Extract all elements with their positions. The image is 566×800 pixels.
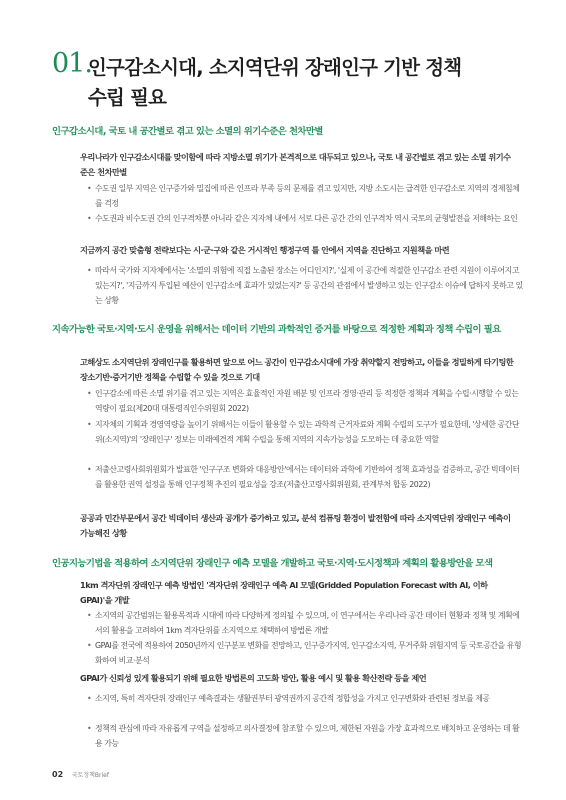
bullet-item: • 소지역, 특히 격자단위 장래인구 예측결과는 생활권부터 광역권까지 공간적 정합성을 가지고 인구변화와 관련된 정보를 제공 (87, 691, 523, 706)
section-heading-1: 인구감소시대, 국토 내 공간별로 겪고 있는 소멸의 위기수준은 천차만별 (52, 126, 323, 137)
title-line-1: 인구감소시대, 소지역단위 장래인구 기반 정책 (88, 56, 462, 79)
section-heading-3: 인공지능기법을 적용하여 소지역단위 장래인구 예측 모델을 개발하고 국토·지역·도시정책과 계획의 활용방안을 모색 (52, 558, 493, 569)
bullet-item: • 소지역의 공간범위는 활용목적과 시대에 따라 다양하게 정의될 수 있으며, 이 연구에서는 우리나라 공간 데이터 현황과 정책 및 계획에서의 활용을 고려하여 1km 격자단위를 소지역으로 채택하여 방법론 개발 (87, 608, 523, 638)
bullet-item: • 수도권 일부 지역은 인구증가와 밀집에 따른 인프라 부족 등의 문제를 겪고 있지만, 지방 소도시는 급격한 인구감소로 지역의 경제침체를 걱정 (87, 181, 523, 211)
bullet-item: • GPAI를 전국에 적용하여 2050년까지 인구분포 변화를 전망하고, 인구증가지역, 인구감소지역, 무거주화 위험지역 등 국토공간을 유형화하여 비교·분석 (87, 638, 523, 668)
bullet-item: • 지자체의 기획과 경영역량을 높이기 위해서는 이들이 활용할 수 있는 과학적 근거자료와 계획 수립의 도구가 필요한데, '상세한 공간단위(소지역)'의 '장래인구' 정보는 미래예견적 계획 수립을 통해 지역의 지속가능성을 도모하는 데 중요한 역할 (87, 417, 523, 447)
title-line-2: 수립 필요 (88, 86, 167, 109)
bullet-item: • 수도권과 비수도권 간의 인구격차뿐 아니라 같은 지자체 내에서 서로 다른 공간 간의 인구격차 역시 국토의 균형발전을 저해하는 요인 (87, 211, 523, 226)
lead-paragraph: 공공과 민간부문에서 공간 빅데이터 생산과 공개가 증가하고 있고, 분석 컴퓨팅 환경이 발전함에 따라 소지역단위 장래인구 예측이 가능해진 상황 (80, 513, 511, 538)
lead-paragraph: 고해상도 소지역단위 장래인구를 활용하면 앞으로 어느 공간이 인구감소시대에 가장 취약할지 전망하고, 이들을 정밀하게 타기팅한 장소기반·증거기반 정책을 수립할 수 있을 것으로 기대 (80, 357, 514, 382)
lead-paragraph: 우리나라가 인구감소시대를 맞이함에 따라 지방소멸 위기가 본격적으로 대두되고 있으나, 국토 내 공간별로 겪고 있는 소멸 위기수준은 천차만별 (80, 152, 511, 177)
page-footer (52, 770, 109, 779)
section-number: 01. (52, 48, 92, 79)
bullet-item: • 따라서 국가와 지자체에서는 '소멸의 위험에 직접 노출된 장소는 어디인지?', '실제 이 공간에 적절한 인구감소 관련 지원이 이루어지고 있는지?', '지금까지 투입된 예산이 인구감소에 효과가 있었는지?' 등 공간의 관점에서 발생하고 있는 인구감소 이슈에 답하지 못하고 있는 상황 (87, 263, 523, 308)
bullet-item: • 정책적 관심에 따라 자유롭게 구역을 설정하고 의사결정에 참조할 수 있으며, 제한된 자원을 가장 효과적으로 배치하고 운영하는 데 활용 가능 (87, 721, 523, 751)
page-number: 02 (52, 770, 64, 779)
lead-paragraph: GPAI가 신뢰성 있게 활용되기 위해 필요한 방법론의 고도화 방안, 활용 예시 및 활용 확산전략 등을 제언 (80, 673, 427, 683)
bullet-item: • 저출산고령사회위원회가 발표한 '인구구조 변화와 대응방안'에서는 데이터와 과학에 기반하여 정책 효과성을 검증하고, 공간 빅데이터를 활용한 권역 설정을 통해 인구정책 추진의 필요성을 강조(저출산고령사회위원회, 관계부처 합동 2022) (87, 462, 523, 492)
publication-name: 국토정책Brief (71, 772, 109, 779)
lead-paragraph: 1km 격자단위 장래인구 예측 방법인 '격자단위 장래인구 예측 AI 모델(Gridded Population Forecast with AI, 이하 GPAI)'을 개발 (80, 580, 488, 605)
section-heading-2: 지속가능한 국토·지역·도시 운영을 위해서는 데이터 기반의 과학적인 증거를 바탕으로 적정한 계획과 정책 수립이 필요 (52, 324, 501, 335)
lead-paragraph: 지금까지 공간 맞춤형 전략보다는 시·군·구와 같은 거시적인 행정구역 틀 안에서 지역을 진단하고 지원책을 마련 (80, 245, 450, 255)
bullet-item: • 인구감소에 따른 소멸 위기를 겪고 있는 지역은 효율적인 자원 배분 및 인프라 경영·관리 등 적정한 정책과 계획을 수립·시행할 수 있는 역량이 필요(제20대 대통령직인수위원회 2022) (87, 386, 523, 416)
